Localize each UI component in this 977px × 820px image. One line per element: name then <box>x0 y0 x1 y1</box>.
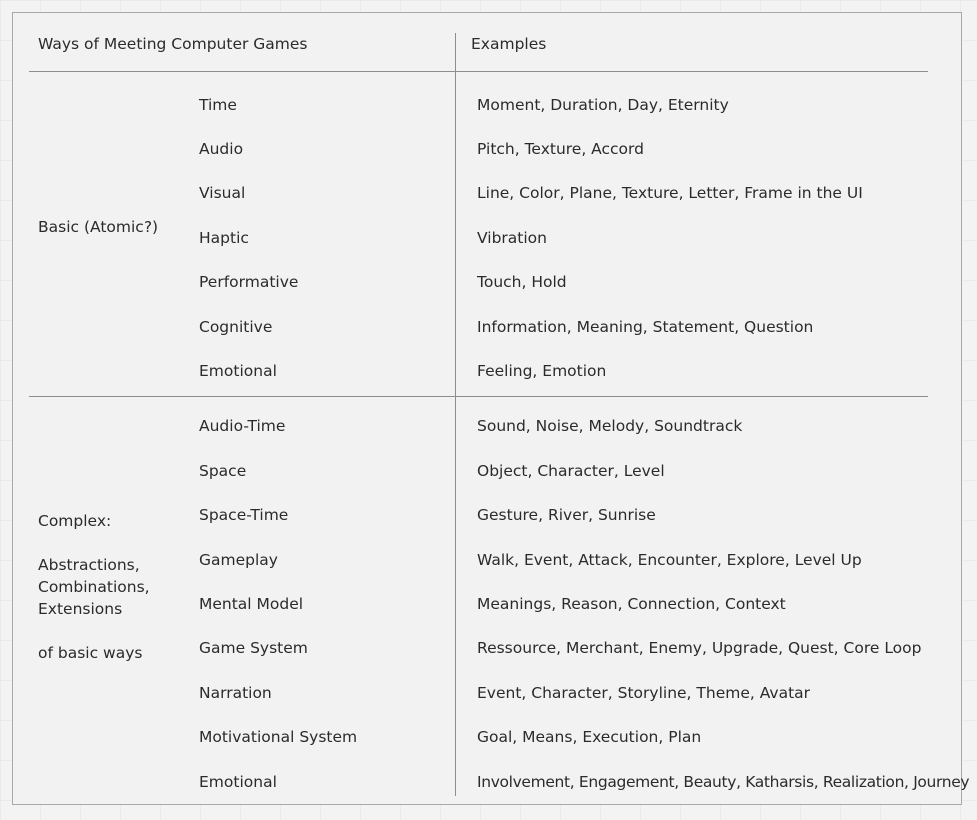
complex-way: Space-Time <box>199 506 289 524</box>
complex-way: Mental Model <box>199 595 304 613</box>
column-divider <box>455 33 456 796</box>
complex-title: Complex: <box>38 512 112 530</box>
basic-examples: Feeling, Emotion <box>477 362 607 380</box>
complex-examples: Sound, Noise, Melody, Soundtrack <box>477 417 743 435</box>
basic-group-label: Basic (Atomic?) <box>38 218 159 236</box>
complex-way: Game System <box>199 639 308 657</box>
complex-examples: Involvement, Engagement, Beauty, Katharsis, Realization, Journey <box>477 773 970 791</box>
header-examples: Examples <box>471 35 547 53</box>
complex-footer: of basic ways <box>38 644 143 662</box>
basic-way: Time <box>199 96 237 114</box>
complex-examples: Meanings, Reason, Connection, Context <box>477 595 786 613</box>
complex-way: Gameplay <box>199 551 278 569</box>
basic-examples: Moment, Duration, Day, Eternity <box>477 96 729 114</box>
complex-examples: Goal, Means, Execution, Plan <box>477 728 702 746</box>
complex-way: Emotional <box>199 773 277 791</box>
basic-way: Visual <box>199 184 246 202</box>
basic-way: Performative <box>199 273 299 291</box>
basic-examples: Information, Meaning, Statement, Question <box>477 318 814 336</box>
complex-way: Narration <box>199 684 272 702</box>
complex-examples: Gesture, River, Sunrise <box>477 506 656 524</box>
basic-examples: Line, Color, Plane, Texture, Letter, Frame in the UI <box>477 184 863 202</box>
header-ways: Ways of Meeting Computer Games <box>38 35 308 53</box>
complex-examples: Object, Character, Level <box>477 462 665 480</box>
header-divider <box>29 71 928 72</box>
section-divider <box>29 396 928 397</box>
basic-examples: Vibration <box>477 229 547 247</box>
basic-way: Cognitive <box>199 318 273 336</box>
complex-way: Audio-Time <box>199 417 286 435</box>
complex-examples: Ressource, Merchant, Enemy, Upgrade, Quest, Core Loop <box>477 639 922 657</box>
complex-line: Combinations, <box>38 578 150 596</box>
complex-way: Space <box>199 462 247 480</box>
basic-way: Audio <box>199 140 244 158</box>
complex-line: Abstractions, <box>38 556 140 574</box>
complex-group-label <box>38 511 188 663</box>
complex-examples: Event, Character, Storyline, Theme, Avatar <box>477 684 811 702</box>
basic-way: Haptic <box>199 229 249 247</box>
complex-examples: Walk, Event, Attack, Encounter, Explore, Level Up <box>477 551 862 569</box>
basic-examples: Pitch, Texture, Accord <box>477 140 644 158</box>
table-frame <box>12 12 970 805</box>
complex-line: Extensions <box>38 600 123 618</box>
complex-way: Motivational System <box>199 728 358 746</box>
basic-examples: Touch, Hold <box>477 273 567 291</box>
basic-way: Emotional <box>199 362 277 380</box>
